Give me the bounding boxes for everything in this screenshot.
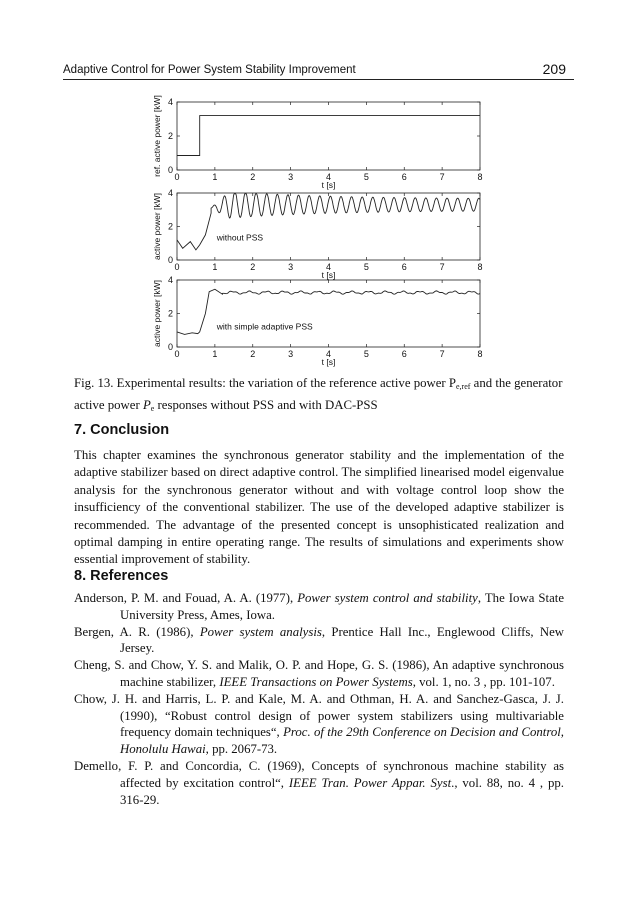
x-tick-label: 4: [325, 262, 332, 272]
reference-item: [74, 691, 564, 758]
caption-tail: responses without PSS and with DAC-PSS: [154, 398, 378, 412]
y-tick-label: 0: [167, 255, 173, 265]
reference-title: IEEE Transactions on Power Systems: [219, 674, 413, 689]
caption-mid: and the generator active power: [74, 376, 563, 412]
x-tick-label: 3: [288, 349, 294, 359]
series-line: [177, 116, 480, 156]
x-tick-label: 7: [439, 349, 445, 359]
x-tick-label: 7: [439, 172, 445, 182]
caption-lead: Fig. 13. Experimental results: the variation of the reference active power P: [74, 376, 456, 390]
y-axis-label: active power [kW]: [152, 279, 162, 348]
caption-symbol: P: [142, 398, 151, 412]
x-tick-label: 7: [439, 262, 445, 272]
x-tick-label: 2: [250, 349, 256, 359]
x-tick-label: 4: [325, 349, 332, 359]
caption-sub-ref: e,ref: [456, 382, 471, 391]
figure-13-plots: [150, 92, 490, 370]
y-tick-label: 2: [167, 308, 173, 319]
reference-details: , The Iowa State University Press, Ames, Iowa.: [120, 591, 564, 622]
x-axis-label: t [s]: [321, 180, 336, 190]
caption-sub-e: e: [150, 404, 155, 413]
reference-authors: Cheng, S. and Chow, Y. S. and Malik, O. P. and Hope, G. S. (1986), An adaptive synchronous machine stabilizer,: [74, 658, 564, 689]
x-tick-label: 8: [477, 349, 483, 359]
x-tick-label: 5: [363, 349, 369, 359]
reference-title: IEEE Tran. Power Appar. Syst: [288, 775, 452, 790]
reference-details: pp. 2067-73.: [208, 742, 278, 757]
y-tick-label: 2: [167, 131, 173, 141]
y-axis-label: ref. active power [kW]: [152, 95, 162, 177]
x-tick-label: 5: [363, 262, 369, 272]
reference-authors: Chow, J. H. and Harris, L. P. and Kale, M. A. and Othman, H. A. and Sanchez-Gasca, J. J. (1990), “Robust control design of power system stabilizers using multivariable frequency domain techniques“,: [74, 691, 564, 740]
x-tick-label: 2: [250, 172, 256, 182]
references-heading: 8. References: [74, 568, 169, 584]
x-tick-label: 5: [363, 172, 369, 182]
x-tick-label: 4: [325, 172, 332, 182]
x-tick-label: 1: [212, 172, 218, 182]
references-list: [74, 590, 564, 808]
reference-authors: Bergen, A. R. (1986),: [74, 624, 200, 639]
reference-title: Proc. of the 29th Conference on Decision and Control, Honolulu Hawai,: [120, 725, 564, 757]
reference-details: , Prentice Hall Inc., Englewood Cliffs, New Jersey.: [120, 624, 564, 656]
figure-caption: [74, 374, 574, 418]
x-tick-label: 1: [212, 262, 218, 272]
x-tick-label: 6: [401, 172, 407, 182]
page-number: 209: [542, 61, 566, 77]
reference-authors: Demello, F. P. and Concordia, C. (1969), Concepts of synchronous machine stability as affected by excitation control“,: [74, 758, 564, 790]
x-tick-label: 3: [288, 172, 294, 182]
plot-annotation: without PSS: [216, 232, 264, 243]
reference-details: , vol. 1, no. 3 , pp. 101-107.: [412, 674, 555, 689]
y-tick-label: 0: [167, 165, 173, 175]
y-tick-label: 4: [167, 275, 173, 285]
running-header: [63, 61, 574, 80]
reference-item: [74, 657, 564, 691]
x-axis-label: t [s]: [321, 357, 336, 367]
conclusion-paragraph: This chapter examines the synchronous generator stability and the implementation of the adaptive stabilizer based on direct adaptive control. The simplified linearised model eigenvalue analysis for the synchronous generator without and with voltage control loop show the insufficiency of the conventional stabilizer. The use of the developed adaptive stabilizer is recommended. The advantage of the presented concept is unsophisticated realization and optimal damping in entire operating range. The results of simulations and experiments show essential improvement of stability.: [74, 448, 564, 567]
y-tick-label: 4: [167, 97, 173, 107]
x-tick-label: 0: [174, 349, 180, 359]
y-tick-label: 0: [167, 342, 173, 352]
y-axis-label: active power [kW]: [152, 192, 162, 261]
reference-title: Power system control and stability: [297, 591, 478, 605]
x-tick-label: 6: [401, 262, 407, 272]
x-axis-label: t [s]: [321, 270, 336, 280]
reference-details: ., vol. 88, no. 4 , pp. 316-29.: [120, 775, 564, 807]
conclusion-heading: 7. Conclusion: [74, 422, 170, 438]
x-tick-label: 8: [477, 262, 483, 272]
x-tick-label: 2: [250, 262, 256, 272]
reference-item: [74, 590, 564, 624]
plot-annotation: with simple adaptive PSS: [216, 321, 313, 332]
figure-13: [150, 92, 490, 370]
plot-frame: [177, 280, 480, 347]
y-tick-label: 4: [167, 188, 173, 198]
reference-item: [74, 624, 564, 658]
x-tick-label: 1: [212, 349, 218, 359]
x-tick-label: 6: [401, 349, 407, 359]
y-tick-label: 2: [167, 221, 173, 232]
reference-title: Power system analysis: [199, 624, 322, 639]
reference-item: [74, 758, 564, 808]
x-tick-label: 8: [477, 172, 483, 182]
running-header-title: Adaptive Control for Power System Stability Improvement: [63, 64, 356, 76]
x-tick-label: 0: [174, 262, 180, 272]
x-tick-label: 3: [288, 262, 294, 272]
x-tick-label: 0: [174, 172, 180, 182]
reference-authors: Anderson, P. M. and Fouad, A. A. (1977),: [74, 591, 298, 605]
plot-frame: [177, 102, 480, 170]
